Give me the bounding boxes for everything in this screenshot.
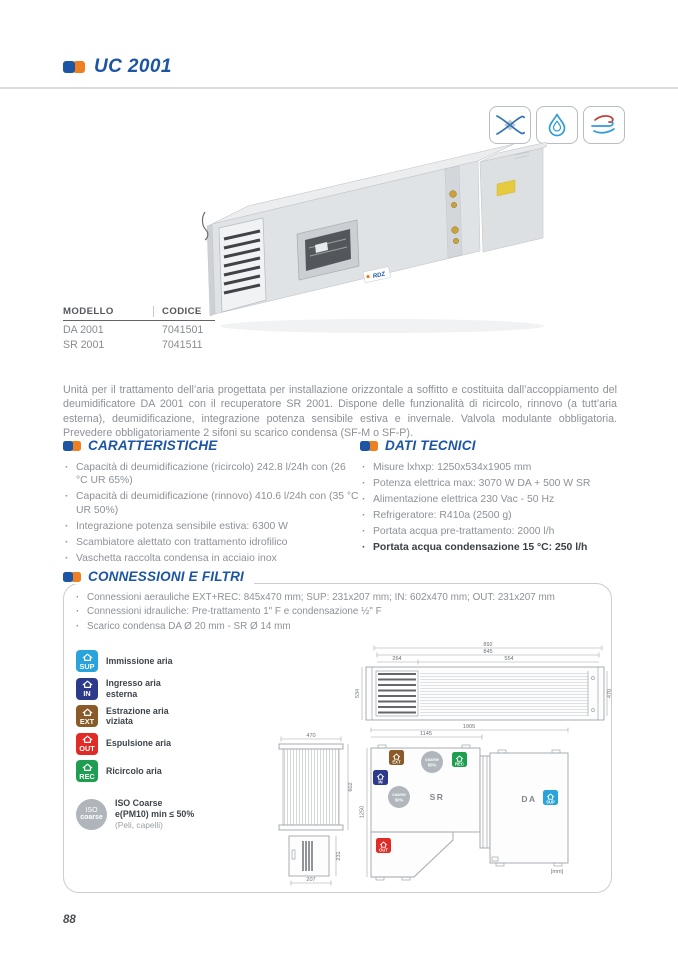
list-item: · Scarico condensa DA Ø 20 mm - SR Ø 14 mm bbox=[74, 621, 610, 634]
section-title: DATI TECNICI bbox=[385, 438, 476, 453]
legend-label: Ingresso aria esterna bbox=[106, 678, 161, 699]
legend-label: Ricircolo aria bbox=[106, 765, 162, 776]
svg-text:coarse: coarse bbox=[425, 757, 439, 762]
dim-label: 1145 bbox=[419, 731, 433, 738]
connessioni-list bbox=[74, 592, 610, 635]
sup-badge bbox=[543, 790, 558, 805]
badge-code: IN bbox=[83, 689, 91, 699]
house-icon bbox=[81, 679, 94, 689]
svg-text:RDZ: RDZ bbox=[372, 271, 386, 280]
dim-label: 207 bbox=[306, 877, 316, 883]
house-icon bbox=[81, 707, 94, 717]
svg-text:coarse: coarse bbox=[392, 792, 406, 797]
rec-badge bbox=[76, 760, 98, 782]
dim-label: 845 bbox=[483, 649, 493, 656]
front-view-drawing bbox=[360, 724, 569, 880]
dim-label: 602 bbox=[348, 782, 354, 792]
sup-badge bbox=[76, 650, 98, 672]
legend-label: Estrazione aria viziata bbox=[106, 705, 169, 726]
list-item: · Refrigeratore: R410a (2500 g) bbox=[360, 509, 622, 522]
list-item: · Connessioni aerauliche EXT+REC: 845x470 mm; SUP: 231x207 mm; IN: 602x470 mm; OUT: 231x207 mm bbox=[74, 592, 610, 605]
section-title: CARATTERISTICHE bbox=[88, 438, 218, 453]
da-unit-outline bbox=[490, 753, 568, 863]
list-item: · Misure lxhxp: 1250x534x1905 mm bbox=[360, 461, 622, 474]
list-item: · Capacità di deumidificazione (ricircolo) 242.8 l/24h con (26 °C UR 65%) bbox=[63, 461, 359, 488]
caratteristiche-list bbox=[63, 461, 359, 565]
badge-code: REC bbox=[79, 771, 95, 781]
water-drop-icon bbox=[536, 106, 578, 144]
sr-label: SR bbox=[429, 792, 445, 802]
model-table bbox=[63, 306, 215, 351]
table-row bbox=[63, 324, 215, 336]
legend-label: Espulsione aria bbox=[106, 738, 172, 749]
svg-text:EXT: EXT bbox=[392, 759, 401, 765]
legend-item-ext bbox=[76, 705, 194, 727]
page-number: 88 bbox=[63, 914, 76, 926]
section-title: CONNESSIONI E FILTRI bbox=[88, 569, 245, 584]
house-icon bbox=[81, 762, 94, 772]
out-badge bbox=[376, 838, 391, 853]
list-item: · Vaschetta raccolta condensa in acciaio inox bbox=[63, 552, 359, 565]
coarse-filter-badge bbox=[388, 786, 410, 808]
units-note: [mm] bbox=[550, 869, 564, 875]
filter-class-item bbox=[76, 798, 194, 830]
out-badge bbox=[76, 733, 98, 755]
badge-code: EXT bbox=[79, 716, 95, 726]
dim-label: 470 bbox=[306, 733, 316, 739]
section-heading bbox=[63, 438, 359, 453]
product-description: Unità per il trattamento dell’aria progettata per installazione orizzontale a soffitto e costituita dall’accoppiamento del deumidificatore DA 2001 con il recuperatore SR 2001. Dispone delle funzionalità di ricircolo, rinnovo (a tutt’aria esterna), deumidificazione, integrazione potenza sensibile estiva e invernale. Valvola modulante obbligatoria. Prevedere obbligatoriamente 2 sifoni su scarico condensa (SF-M o SF-P). bbox=[63, 383, 617, 440]
dim-label: 1905 bbox=[462, 724, 476, 730]
airflow-icon bbox=[583, 106, 625, 144]
legend-label: Immissione aria bbox=[106, 655, 173, 666]
list-item: · Alimentazione elettrica 230 Vac - 50 Hz bbox=[360, 493, 622, 506]
section-dati-tecnici bbox=[360, 438, 622, 557]
table-header bbox=[63, 306, 215, 321]
filter-class-label: ISO Coarse e(PM10) min ≤ 50% (Peli, capelli) bbox=[115, 798, 195, 830]
house-icon bbox=[81, 652, 94, 662]
code-cell: 7041511 bbox=[162, 339, 203, 351]
svg-text:50%: 50% bbox=[427, 762, 437, 768]
page-title: UC 2001 bbox=[94, 56, 172, 77]
dim-label: 264 bbox=[392, 656, 402, 663]
badge-code: SUP bbox=[79, 661, 95, 671]
house-icon bbox=[81, 734, 94, 744]
table-row bbox=[63, 339, 215, 351]
iso-coarse-icon: ISO coarse bbox=[76, 799, 107, 830]
badge-code: OUT bbox=[79, 744, 95, 754]
coarse-filter-badge bbox=[421, 751, 443, 773]
code-cell: 7041501 bbox=[162, 324, 204, 336]
column-header: MODELLO bbox=[63, 306, 114, 317]
rec-badge bbox=[452, 752, 467, 767]
brand-squares-icon bbox=[63, 572, 81, 582]
da-label: DA bbox=[521, 794, 537, 804]
brand-squares-icon bbox=[63, 441, 81, 451]
page-header bbox=[63, 56, 172, 78]
legend-item-in bbox=[76, 678, 194, 700]
dim-label: 1250 bbox=[359, 805, 366, 819]
list-item: · Scambiatore alettato con trattamento idrofilico bbox=[63, 536, 359, 549]
legend-item-rec bbox=[76, 760, 194, 782]
svg-text:OUT: OUT bbox=[378, 847, 389, 853]
model-cell: DA 2001 bbox=[63, 324, 104, 336]
list-item: · Capacità di deumidificazione (rinnovo) 410.6 l/24h con (35 °C UR 50%) bbox=[63, 490, 359, 517]
list-item-highlight: · Portata acqua condensazione 15 °C: 250 l/h bbox=[360, 541, 622, 554]
svg-text:50%: 50% bbox=[394, 797, 404, 803]
heat-recovery-icon bbox=[489, 106, 531, 144]
svg-text:SUP: SUP bbox=[546, 799, 555, 805]
legend-item-sup bbox=[76, 650, 194, 672]
ext-badge bbox=[389, 750, 404, 765]
dim-label: 470 bbox=[607, 688, 613, 699]
section-connessioni-heading bbox=[63, 569, 254, 584]
ext-badge bbox=[76, 705, 98, 727]
svg-text:REC: REC bbox=[454, 761, 465, 767]
airflow-legend bbox=[76, 650, 194, 830]
header-divider bbox=[0, 87, 678, 89]
column-header: CODICE bbox=[153, 306, 215, 317]
list-item: · Potenza elettrica max: 3070 W DA + 500 W SR bbox=[360, 477, 622, 490]
brand-squares-icon bbox=[360, 441, 378, 451]
dim-label: 534 bbox=[355, 688, 361, 699]
dati-tecnici-list bbox=[360, 461, 622, 554]
top-view-drawing bbox=[355, 642, 613, 720]
brand-squares-icon bbox=[63, 61, 85, 73]
list-item: · Connessioni idrauliche: Pre-trattamento 1" F e condensazione ½" F bbox=[74, 606, 610, 619]
product-image bbox=[197, 142, 547, 342]
legend-item-out bbox=[76, 733, 194, 755]
side-view-drawing bbox=[279, 733, 354, 886]
in-badge bbox=[76, 678, 98, 700]
feature-icons bbox=[489, 106, 625, 144]
section-heading bbox=[360, 438, 622, 453]
dim-label: 231 bbox=[336, 851, 342, 861]
technical-drawings bbox=[266, 640, 614, 897]
list-item: · Integrazione potenza sensibile estiva: 6300 W bbox=[63, 520, 359, 533]
svg-text:IN: IN bbox=[378, 779, 383, 785]
dim-label: 554 bbox=[504, 656, 514, 663]
list-item: · Portata acqua pre-trattamento: 2000 l/h bbox=[360, 525, 622, 538]
in-badge bbox=[373, 770, 388, 785]
model-cell: SR 2001 bbox=[63, 339, 105, 351]
dim-label: 892 bbox=[483, 642, 493, 648]
section-caratteristiche bbox=[63, 438, 359, 567]
